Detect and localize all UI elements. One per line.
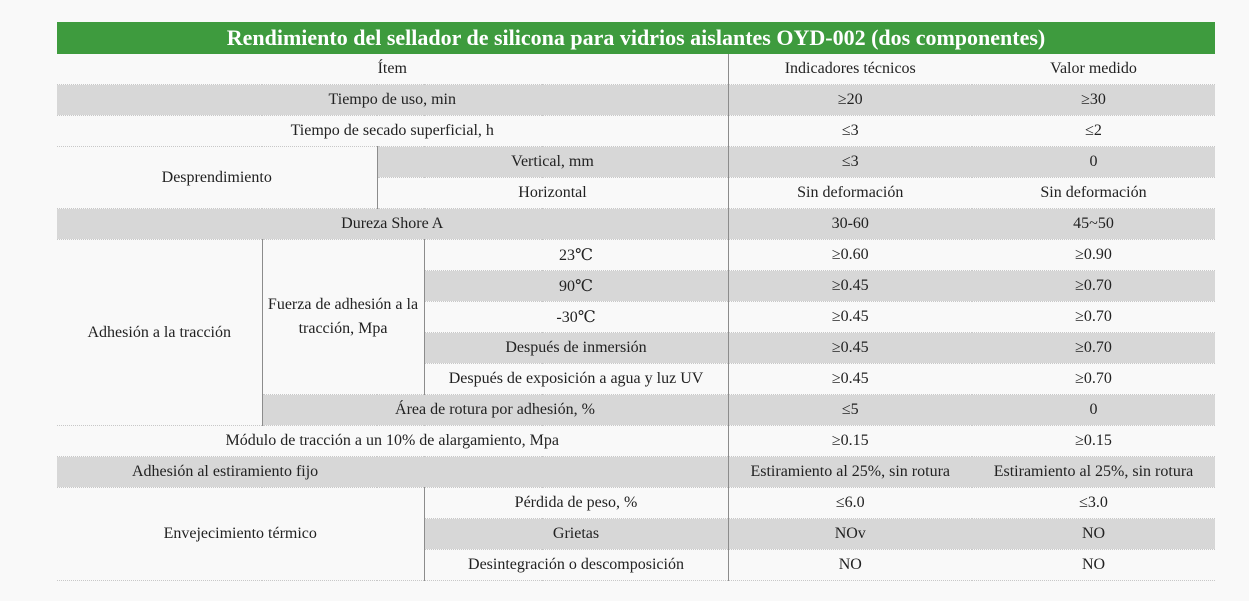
table-row [57, 457, 1215, 488]
tech-value: ≥20 [728, 85, 972, 116]
row-label: Adhesión al estiramiento fijo [57, 457, 728, 488]
table-row [57, 85, 1215, 116]
tech-value: ≥0.45 [728, 271, 972, 302]
row-label: Pérdida de peso, % [424, 488, 728, 519]
tech-value: ≥0.15 [728, 426, 972, 457]
measured-value: NO [972, 550, 1215, 581]
table-row [57, 426, 1215, 457]
table-row [57, 147, 1215, 178]
table-row [57, 116, 1215, 147]
measured-value: Estiramiento al 25%, sin rotura [972, 457, 1215, 488]
tech-value: NO [728, 550, 972, 581]
spec-table [57, 54, 1215, 581]
row-label: Dureza Shore A [57, 209, 728, 240]
header-measured: Valor medido [972, 54, 1215, 85]
measured-value: ≥0.90 [972, 240, 1215, 271]
row-group-label: Adhesión a la tracción [57, 240, 262, 426]
row-label: 23℃ [424, 240, 728, 271]
measured-value: ≥0.15 [972, 426, 1215, 457]
row-label: Área de rotura por adhesión, % [262, 395, 728, 426]
measured-value: ≥0.70 [972, 364, 1215, 395]
row-label: Desintegración o descomposición [424, 550, 728, 581]
row-label: Tiempo de secado superficial, h [57, 116, 728, 147]
tech-value: Sin deformación [728, 178, 972, 209]
tech-value: ≤3 [728, 116, 972, 147]
header-tech: Indicadores técnicos [728, 54, 972, 85]
measured-value: NO [972, 519, 1215, 550]
measured-value: 0 [972, 147, 1215, 178]
measured-value: Sin deformación [972, 178, 1215, 209]
spec-table-container [57, 22, 1215, 581]
row-label: 90℃ [424, 271, 728, 302]
tech-value: ≥0.45 [728, 364, 972, 395]
table-title: Rendimiento del sellador de silicona para vidrios aislantes OYD-002 (dos componentes) [57, 22, 1215, 54]
row-label: Horizontal [377, 178, 728, 209]
row-label: Después de inmersión [424, 333, 728, 364]
tech-value: ≥0.45 [728, 333, 972, 364]
measured-value: 0 [972, 395, 1215, 426]
tech-value: ≥0.60 [728, 240, 972, 271]
table-row [57, 209, 1215, 240]
tech-value: Estiramiento al 25%, sin rotura [728, 457, 972, 488]
header-row [57, 54, 1215, 85]
tech-value: ≤6.0 [728, 488, 972, 519]
row-subgroup-label: Fuerza de adhesión a la tracción, Mpa [262, 240, 424, 395]
row-group-label: Desprendimiento [57, 147, 377, 209]
row-label: Vertical, mm [377, 147, 728, 178]
row-label: Después de exposición a agua y luz UV [424, 364, 728, 395]
header-item: Ítem [57, 54, 728, 85]
row-label: Módulo de tracción a un 10% de alargamiento, Mpa [57, 426, 728, 457]
row-label: Grietas [424, 519, 728, 550]
measured-value: ≤3.0 [972, 488, 1215, 519]
tech-value: NOv [728, 519, 972, 550]
row-group-label: Envejecimiento térmico [57, 488, 424, 581]
tech-value: 30-60 [728, 209, 972, 240]
measured-value: 45~50 [972, 209, 1215, 240]
measured-value: ≤2 [972, 116, 1215, 147]
measured-value: ≥0.70 [972, 333, 1215, 364]
table-row [57, 240, 1215, 271]
measured-value: ≥30 [972, 85, 1215, 116]
tech-value: ≤3 [728, 147, 972, 178]
tech-value: ≤5 [728, 395, 972, 426]
measured-value: ≥0.70 [972, 302, 1215, 333]
table-row [57, 488, 1215, 519]
tech-value: ≥0.45 [728, 302, 972, 333]
row-label: -30℃ [424, 302, 728, 333]
row-label: Tiempo de uso, min [57, 85, 728, 116]
measured-value: ≥0.70 [972, 271, 1215, 302]
